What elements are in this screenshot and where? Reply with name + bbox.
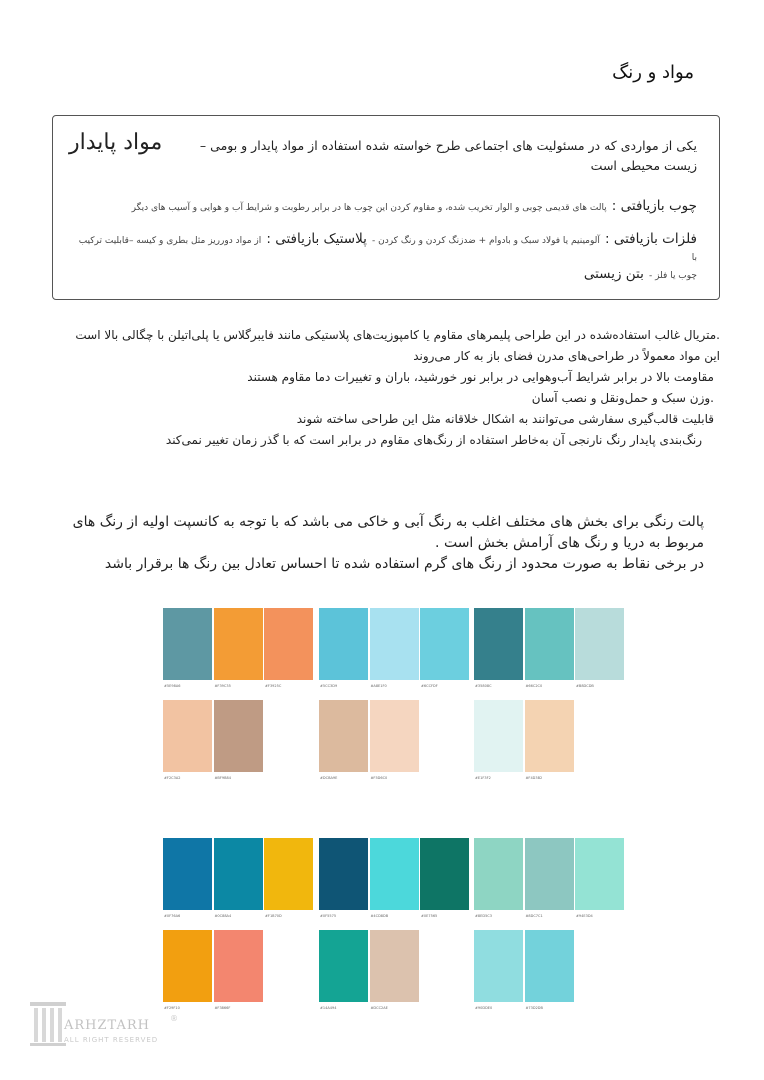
wood-desc: پالت های قدیمی چوبی و الوار تخریب شده، و مقاوم کردن این چوب ها در برابر رطوبت و شرایط آب و هوایی و آسیب های دیگر <box>131 203 607 213</box>
materials-intro: یکی از مواردی که در مسئولیت های اجتماعی طرح خواسته شده استفاده از مواد پایدار و بومی –زیست محیطی است <box>199 138 697 173</box>
color-code: #DCBA9E <box>320 776 338 780</box>
color-code: #BF9B84 <box>214 776 231 780</box>
list-item: مقاومت بالا در برابر شرایط آب‌وهوایی در برابر نور خورشید، باران و تغییرات دما مقاوم هستند <box>247 370 714 384</box>
color-swatch <box>420 838 469 910</box>
color-code: #F3925C <box>265 684 282 688</box>
metal-label: فلزات بازیافتی : <box>604 231 697 247</box>
color-code: #14A494 <box>320 1006 337 1010</box>
color-swatch <box>214 608 263 680</box>
list-item: .متریال غالب استفاده‌شده در این طراحی پلیمرهای مقاوم یا کامپوزیت‌های پلاستیکی مانند فایبرگلاس یا پلی‌اتیلن با چگالی بالا است <box>75 328 720 342</box>
color-code: #F5D6C0 <box>370 776 388 780</box>
color-swatch <box>474 930 523 1002</box>
color-code: #F29F10 <box>164 1006 180 1010</box>
list-item: رنگ‌بندی پایدار رنگ نارنجی آن به‌خاطر استفاده از رنگ‌های مقاوم در برابر است که با گذر زمان تغییر نمی‌کند <box>165 433 702 447</box>
bio-concrete-row <box>584 266 697 283</box>
color-swatch <box>525 608 574 680</box>
color-swatch <box>264 608 313 680</box>
copyright-icon: ® <box>170 1014 178 1023</box>
plastic-desc: از مواد دورریز مثل بطری و کیسه –قابلیت ترکیب با <box>78 236 697 263</box>
color-code: #35808C <box>475 684 492 688</box>
color-swatch <box>264 838 313 910</box>
color-swatch <box>474 838 523 910</box>
color-code: #8ED5C3 <box>475 914 492 918</box>
color-swatch <box>420 608 469 680</box>
color-code: #8DC7C1 <box>525 914 543 918</box>
material-properties-list <box>30 325 720 451</box>
watermark-sub: ALL RIGHT RESERVED <box>64 1036 159 1044</box>
color-code: #5CC3D9 <box>320 684 338 688</box>
color-swatch <box>474 700 523 772</box>
color-swatch <box>319 838 368 910</box>
materials-heading: مواد پایدار <box>69 130 163 155</box>
color-code: #F4D3B2 <box>525 776 543 780</box>
color-swatch <box>474 608 523 680</box>
color-swatch <box>214 838 263 910</box>
color-code: #DCC2AE <box>370 1006 388 1010</box>
color-code: #90DDE0 <box>475 1006 493 1010</box>
recycled-metal-row <box>77 231 697 265</box>
color-code: #66C2C0 <box>525 684 543 688</box>
color-swatch <box>525 838 574 910</box>
color-swatch <box>163 608 212 680</box>
color-swatch <box>525 700 574 772</box>
metal-desc: آلومینیم یا فولاد سبک و بادوام + ضدزنگ کردن و رنگ کردن - <box>371 236 600 246</box>
color-swatch <box>163 930 212 1002</box>
color-swatch <box>214 700 263 772</box>
color-code: #0E7565 <box>421 914 438 918</box>
column-icon <box>28 1000 68 1048</box>
color-code: #F1B70D <box>265 914 282 918</box>
palette-description <box>64 512 704 575</box>
palette-line: مربوط به دریا و رنگ های آرامش بخش است . <box>435 535 704 551</box>
color-code: #0C88A4 <box>214 914 232 918</box>
color-code: #4CD8DB <box>370 914 389 918</box>
color-swatch <box>370 838 419 910</box>
color-code: #F2C3A2 <box>164 776 181 780</box>
color-code: #B8DCDB <box>576 684 594 688</box>
color-code: #73D2DB <box>525 1006 543 1010</box>
watermark-logo <box>28 1000 188 1052</box>
color-swatch <box>163 838 212 910</box>
color-code: #F39C35 <box>214 684 231 688</box>
color-swatch <box>370 608 419 680</box>
color-code: #0F5575 <box>320 914 337 918</box>
color-swatch <box>575 838 624 910</box>
list-item: .وزن سبک و حمل‌ونقل و نصب آسان <box>531 391 714 405</box>
color-swatch <box>525 930 574 1002</box>
color-code: #6CCFDF <box>421 684 438 688</box>
watermark-text: ARHZTARH <box>64 1018 151 1033</box>
color-code: #E1F3F2 <box>475 776 491 780</box>
color-code: #F3866F <box>214 1006 231 1010</box>
color-code: #5E98A6 <box>164 684 181 688</box>
color-swatch <box>319 608 368 680</box>
list-item: قابلیت قالب‌گیری سفارشی می‌توانند به اشکال خلاقانه مثل این طراحی ساخته شوند <box>296 412 714 426</box>
bio-desc: چوب یا فلز - <box>648 271 697 281</box>
wood-label: چوب بازیافتی : <box>611 198 697 214</box>
bio-label: بتن زیستی <box>583 266 644 282</box>
color-swatch <box>575 608 624 680</box>
color-swatch <box>163 700 212 772</box>
sustainable-materials-box <box>52 115 720 300</box>
color-code: #0F76A6 <box>164 914 181 918</box>
color-swatch <box>370 930 419 1002</box>
list-item: این مواد معمولاً در طراحی‌های مدرن فضای باز به کار می‌روند <box>413 349 720 363</box>
color-code: #A8E1F0 <box>370 684 387 688</box>
color-code: #94E3D4 <box>576 914 593 918</box>
plastic-label: پلاستیک بازیافتی : <box>266 231 367 247</box>
color-swatch <box>319 930 368 1002</box>
color-swatch <box>370 700 419 772</box>
color-swatch <box>319 700 368 772</box>
palette-line: پالت رنگی برای بخش های مختلف اغلب به رنگ آبی و خاکی می باشد که با توجه به کانسپت اولیه از رنگ های <box>72 514 704 530</box>
color-swatch <box>214 930 263 1002</box>
recycled-wood-row <box>77 198 697 215</box>
palette-line: در برخی نقاط به صورت محدود از رنگ های گرم استفاده شده تا احساس تعادل بین رنگ ها برقرار باشد <box>104 556 704 572</box>
page-title: مواد و رنگ <box>612 62 694 83</box>
